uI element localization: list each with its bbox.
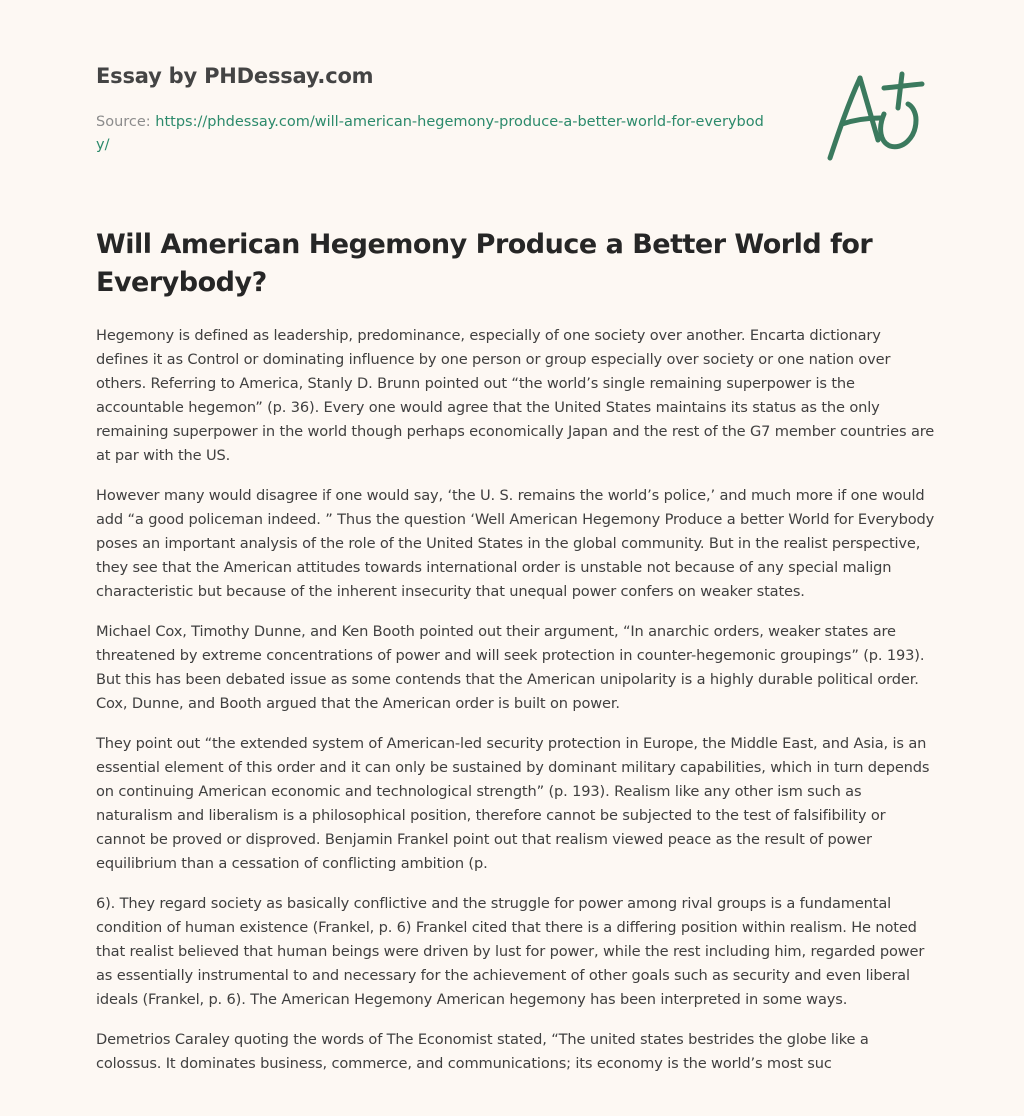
site-title: Essay by PHDessay.com <box>96 64 374 88</box>
essay-paragraph: They point out “the extended system of American-led security protection in Europe, the Middle East, and Asia, is an essential element of this order and it can only be sustained by dominant military capabilities, which in turn depends on continuing American economic and technological strength” (p. 193). Realism like any other ism such as naturalism and liberalism is a philosophical position, therefore cannot be subjected to the test of falsifibility or cannot be proved or disproved. Benjamin Frankel point out that realism viewed peace as the result of power equilibrium than a cessation of conflicting ambition (p. <box>96 735 930 872</box>
essay-paragraph: Hegemony is defined as leadership, predominance, especially of one society over another. Encarta dictionary defines it as Control or dominating influence by one person or group especially over society or one nation over others. Referring to America, Stanly D. Brunn pointed out “the world’s single remaining superpower is the accountable hegemon” (p. 36). Every one would agree that the United States maintains its status as the only remaining superpower in the world though perhaps economically Japan and the rest of the G7 member countries are at par with the US. <box>96 327 935 464</box>
essay-title: Will American Hegemony Produce a Better World for Everybody? <box>96 229 873 298</box>
essay-paragraph: However many would disagree if one would say, ‘the U. S. remains the world’s police,’ and much more if one would add “a good policeman indeed. ” Thus the question ‘Well American Hegemony Produce a better World for Everybody poses an important analysis of the role of the United States in the global community. But in the realist perspective, they see that the American attitudes towards international order is unstable not because of any special malign characteristic but because of the inherent insecurity that unequal power confers on weaker states. <box>96 487 935 600</box>
source-link[interactable]: https://phdessay.com/will-american-hegemony-produce-a-better-world-for-everybody/ <box>96 114 764 153</box>
essay-paragraph: Michael Cox, Timothy Dunne, and Ken Booth pointed out their argument, “In anarchic orders, weaker states are threatened by extreme concentrations of power and will seek protection in counter-hegemonic groupings” (p. 193). But this has been debated issue as some contends that the American unipolarity is a highly durable political order. Cox, Dunne, and Booth argued that the American order is built on power. <box>96 623 925 712</box>
essay-paragraph: Demetrios Caraley quoting the words of The Economist stated, “The united states bestrides the globe like a colossus. It dominates business, commerce, and communications; its economy is the world’s most suc <box>96 1031 869 1072</box>
a-plus-logo <box>824 68 928 164</box>
source-line <box>96 111 776 157</box>
essay-body <box>96 324 936 1092</box>
source-label: Source: <box>96 114 151 130</box>
essay-paragraph: 6). They regard society as basically conflictive and the struggle for power among rival groups is a fundamental condition of human existence (Frankel, p. 6) Frankel cited that there is a differing position within realism. He noted that realist believed that human beings were driven by lust for power, while the rest including him, regarded power as essentially instrumental to and necessary for the achievement of other goals such as security and even liberal ideals (Frankel, p. 6). The American Hegemony American hegemony has been interpreted in some ways. <box>96 895 925 1008</box>
